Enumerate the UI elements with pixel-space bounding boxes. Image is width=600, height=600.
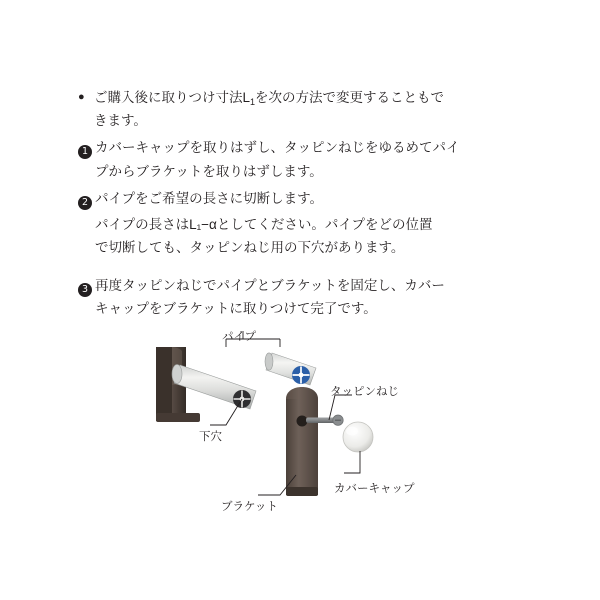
label-cover-cap: カバーキャップ [334,483,415,495]
intro-text-line2: きます。 [94,113,147,129]
step-1-line-1: カバーキャップを取りはずし、タッピンねじをゆるめてパイ [95,140,460,156]
step-2-subtext [95,213,530,259]
step-1-line-2: プからブラケットを取りはずします。 [95,163,323,179]
step-1-number [78,136,95,161]
step-3-number [78,274,95,299]
intro-bullet-row [78,86,530,132]
step-3-line-2: キャップをブラケットに取りつけて完了です。 [95,300,377,316]
step-2 [78,187,530,212]
assembly-illustration [130,325,470,525]
pipe-cut-piece [265,353,316,385]
bullet-dot-icon: ● [78,91,85,103]
label-pipe: パイプ [222,331,257,343]
step-2-number [78,187,95,212]
step-2-sub-line-1: パイプの長さはL₁−αとしてください。パイプをどの位置 [95,217,433,233]
label-tapping-screw: タッピンねじ [330,386,399,398]
instruction-block [78,86,530,320]
intro-text-part1: ご購入後に取りつけ寸法L [94,90,251,105]
step-1 [78,136,530,182]
label-bracket: ブラケット [221,501,278,513]
step-number-badge: 2 [78,196,92,210]
step-3 [78,274,530,320]
step-3-line-1: 再度タッピンねじでパイプとブラケットを固定し、カバー [95,277,445,293]
step-3-text [95,274,530,320]
cover-cap [343,422,373,452]
pilot-hole-cross-blue [292,366,310,384]
leader-lines [210,331,360,495]
intro-text-part2: を次の方法で変更することもで [255,90,445,105]
leader-cover-cap [344,451,360,473]
step-number-badge: 1 [78,145,92,159]
step-1-text [95,136,530,182]
step-2-line-1: パイプをご希望の長さに切断します。 [95,190,324,206]
assembly-drawing [130,325,470,525]
intro-subscript: 1 [250,97,256,107]
step-number-badge: 3 [78,283,92,297]
intro-text [94,86,530,132]
step-2-sub-line-2: で切断しても、タッピンねじ用の下穴があります。 [95,240,405,256]
right-bracket [286,387,318,496]
label-pilot-hole: 下穴 [199,431,222,443]
step-2-text [95,187,530,210]
